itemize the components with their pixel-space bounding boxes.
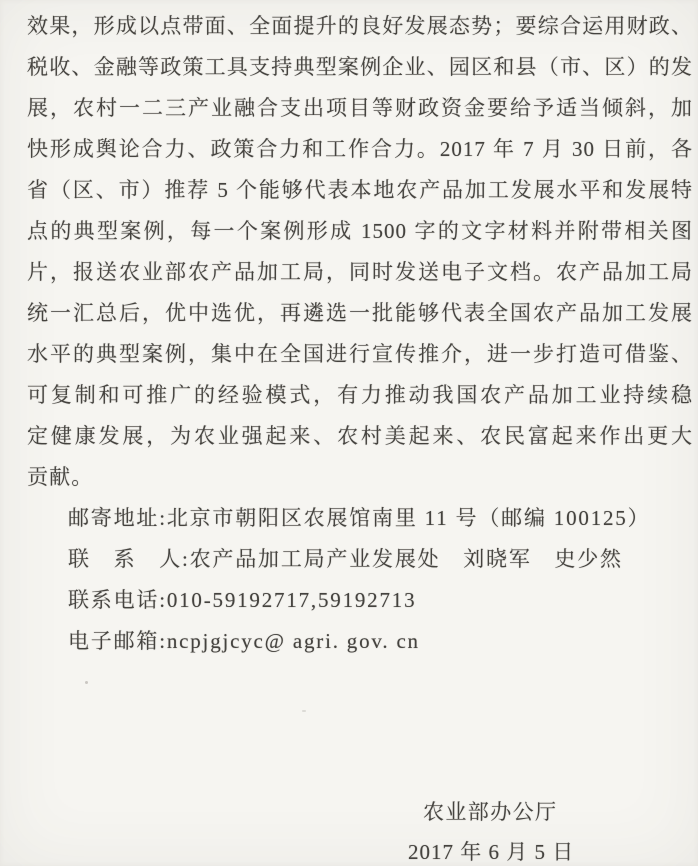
- body-line: 展，农村一二三产业融合支出项目等财政资金要给予适当倾斜，加: [27, 96, 693, 120]
- signature-date: 2017 年 6 月 5 日: [408, 840, 575, 864]
- body-line: 快形成舆论合力、政策合力和工作合力。2017 年 7 月 30 日前，各: [27, 137, 693, 161]
- body-line: 水平的典型案例，集中在全国进行宣传推介，进一步打造可借鉴、: [27, 342, 693, 366]
- body-line: 片，报送农业部农产品加工局，同时发送电子文档。农产品加工局: [27, 260, 693, 284]
- signature-org: 农业部办公厅: [423, 800, 558, 824]
- scan-speck: [648, 388, 656, 391]
- scan-speck: [85, 681, 88, 684]
- body-line: 贡献。: [27, 465, 94, 489]
- contact-line-phone: 联系电话:010-59192717,59192713: [68, 588, 417, 612]
- document-text: [27, 6, 693, 662]
- contact-line-address: 邮寄地址:北京市朝阳区农展馆南里 11 号（邮编 100125）: [68, 506, 651, 530]
- contact-line-person: 联 系 人:农产品加工局产业发展处 刘晓军 史少然: [68, 547, 623, 571]
- body-line: 统一汇总后，优中选优，再遴选一批能够代表全国农产品加工发展: [27, 301, 693, 325]
- scan-speck: [302, 710, 306, 712]
- body-line: 定健康发展，为农业强起来、农村美起来、农民富起来作出更大: [27, 424, 693, 448]
- body-line: 可复制和可推广的经验模式，有力推动我国农产品加工业持续稳: [27, 383, 693, 407]
- body-line: 点的典型案例，每一个案例形成 1500 字的文字材料并附带相关图: [27, 219, 693, 243]
- contact-line-email: 电子邮箱:ncpjgjcyc@ agri. gov. cn: [68, 629, 420, 653]
- body-line: 效果，形成以点带面、全面提升的良好发展态势；要综合运用财政、: [27, 14, 693, 38]
- body-line: 税收、金融等政策工具支持典型案例企业、园区和县（市、区）的发: [27, 55, 693, 79]
- body-line: 省（区、市）推荐 5 个能够代表本地农产品加工发展水平和发展特: [27, 178, 693, 202]
